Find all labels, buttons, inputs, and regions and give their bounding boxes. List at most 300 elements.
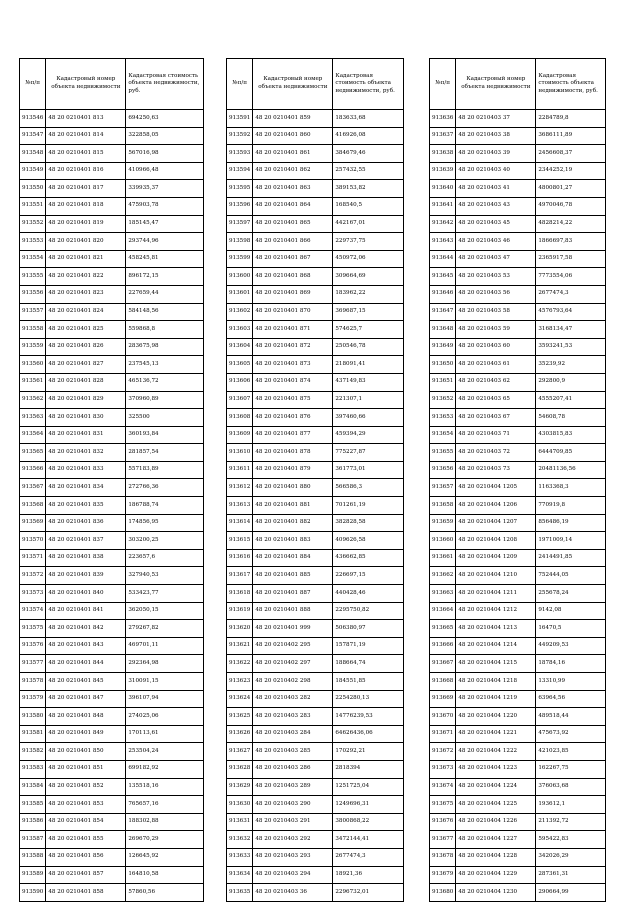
cadastral-value: 506380,97 (333, 620, 404, 638)
table-row (430, 514, 606, 532)
cadastral-number: 48 20 0210401 826 (46, 338, 126, 356)
table-row (227, 760, 404, 778)
cadastral-number: 48 20 0210404 1222 (456, 743, 536, 761)
cadastral-value: 274025,06 (126, 708, 204, 726)
cadastral-value: 126645,92 (126, 848, 204, 866)
cadastral-number: 48 20 0210401 857 (46, 866, 126, 884)
cadastral-number: 48 20 0210401 871 (253, 321, 333, 339)
cadastral-number: 48 20 0210401 828 (46, 373, 126, 391)
row-number: 913596 (227, 197, 253, 215)
cadastral-number: 48 20 0210404 1211 (456, 585, 536, 603)
row-number: 913548 (20, 145, 46, 163)
table-row (20, 620, 204, 638)
table-row (430, 303, 606, 321)
table-row (20, 567, 204, 585)
row-number: 913677 (430, 831, 456, 849)
table-row (227, 514, 404, 532)
table-row (20, 497, 204, 515)
cadastral-number: 48 20 0210404 1219 (456, 690, 536, 708)
row-number: 913594 (227, 162, 253, 180)
cadastral-number: 48 20 0210402 295 (253, 637, 333, 655)
cadastral-number: 48 20 0210402 297 (253, 655, 333, 673)
cadastral-value: 16470,5 (536, 620, 606, 638)
row-number: 913619 (227, 602, 253, 620)
cadastral-value: 465136,72 (126, 373, 204, 391)
cadastral-number: 48 20 0210401 822 (46, 268, 126, 286)
cadastral-value: 226697,15 (333, 567, 404, 585)
cadastral-number: 48 20 0210403 294 (253, 866, 333, 884)
cadastral-value: 2456608,37 (536, 145, 606, 163)
cadastral-table-3 (429, 58, 606, 902)
cadastral-value: 475673,92 (536, 725, 606, 743)
row-number: 913634 (227, 866, 253, 884)
cadastral-value: 218091,41 (333, 356, 404, 374)
cadastral-value: 409626,58 (333, 532, 404, 550)
row-number: 913631 (227, 813, 253, 831)
cadastral-number: 48 20 0210401 878 (253, 444, 333, 462)
row-number: 913598 (227, 233, 253, 251)
table-row (227, 620, 404, 638)
cadastral-value: 1971009,14 (536, 532, 606, 550)
table-row (20, 356, 204, 374)
cadastral-number: 48 20 0210401 881 (253, 497, 333, 515)
cadastral-number: 48 20 0210401 841 (46, 602, 126, 620)
row-number: 913629 (227, 778, 253, 796)
table-row (430, 426, 606, 444)
cadastral-value: 135518,16 (126, 778, 204, 796)
table-row (430, 233, 606, 251)
cadastral-number: 48 20 0210401 820 (46, 233, 126, 251)
row-number: 913661 (430, 549, 456, 567)
cadastral-value: 458245,81 (126, 250, 204, 268)
row-number: 913589 (20, 866, 46, 884)
cadastral-number: 48 20 0210401 839 (46, 567, 126, 585)
header-num: №п/п (430, 59, 456, 110)
cadastral-value: 186788,74 (126, 497, 204, 515)
header-cadastral-value: Кадастровая стоимость объекта недвижимости, руб. (126, 59, 204, 110)
row-number: 913566 (20, 461, 46, 479)
cadastral-number: 48 20 0210403 43 (456, 197, 536, 215)
row-number: 913602 (227, 303, 253, 321)
cadastral-value: 396107,94 (126, 690, 204, 708)
cadastral-number: 48 20 0210401 847 (46, 690, 126, 708)
header-cadastral-value: Кадастровая стоимость объекта недвижимости, руб. (333, 59, 404, 110)
row-number: 913587 (20, 831, 46, 849)
cadastral-number: 48 20 0210401 835 (46, 497, 126, 515)
row-number: 913603 (227, 321, 253, 339)
cadastral-value: 310091,15 (126, 673, 204, 691)
row-number: 913669 (430, 690, 456, 708)
cadastral-number: 48 20 0210401 831 (46, 426, 126, 444)
cadastral-number: 48 20 0210403 292 (253, 831, 333, 849)
row-number: 913597 (227, 215, 253, 233)
table-row (227, 409, 404, 427)
cadastral-number: 48 20 0210401 838 (46, 549, 126, 567)
cadastral-value: 185145,47 (126, 215, 204, 233)
cadastral-value: 253504,24 (126, 743, 204, 761)
table-row (430, 215, 606, 233)
table-row (227, 831, 404, 849)
table-row (430, 567, 606, 585)
cadastral-number: 48 20 0210401 853 (46, 796, 126, 814)
cadastral-number: 48 20 0210401 861 (253, 145, 333, 163)
row-number: 913577 (20, 655, 46, 673)
row-number: 913552 (20, 215, 46, 233)
cadastral-value: 459394,29 (333, 426, 404, 444)
cadastral-number: 48 20 0210401 879 (253, 461, 333, 479)
row-number: 913616 (227, 549, 253, 567)
cadastral-number: 48 20 0210404 1223 (456, 760, 536, 778)
row-number: 913608 (227, 409, 253, 427)
cadastral-value: 382828,58 (333, 514, 404, 532)
table-row (20, 479, 204, 497)
cadastral-value: 292364,98 (126, 655, 204, 673)
table-row (20, 110, 204, 128)
row-number: 913569 (20, 514, 46, 532)
table-row (20, 848, 204, 866)
row-number: 913678 (430, 848, 456, 866)
header-num: №п/п (227, 59, 253, 110)
cadastral-number: 48 20 0210401 855 (46, 831, 126, 849)
table-row (20, 285, 204, 303)
cadastral-value: 701261,19 (333, 497, 404, 515)
table-row (430, 461, 606, 479)
row-number: 913601 (227, 285, 253, 303)
row-number: 913663 (430, 585, 456, 603)
table-row (227, 602, 404, 620)
table-row (430, 831, 606, 849)
cadastral-value: 397460,66 (333, 409, 404, 427)
cadastral-number: 48 20 0210401 845 (46, 673, 126, 691)
cadastral-value: 63964,56 (536, 690, 606, 708)
table-row (20, 866, 204, 884)
row-number: 913595 (227, 180, 253, 198)
row-number: 913599 (227, 250, 253, 268)
table-row (227, 778, 404, 796)
table-row (227, 197, 404, 215)
cadastral-value: 2365917,58 (536, 250, 606, 268)
row-number: 913623 (227, 673, 253, 691)
cadastral-value: 221307,1 (333, 391, 404, 409)
cadastral-number: 48 20 0210401 850 (46, 743, 126, 761)
cadastral-value: 416926,08 (333, 127, 404, 145)
row-number: 913578 (20, 673, 46, 691)
row-number: 913607 (227, 391, 253, 409)
table-row (20, 426, 204, 444)
table-row (20, 708, 204, 726)
cadastral-value: 2296732,01 (333, 884, 404, 902)
table-row (227, 848, 404, 866)
table-row (20, 233, 204, 251)
row-number: 913653 (430, 409, 456, 427)
cadastral-value: 437149,83 (333, 373, 404, 391)
table-row (20, 760, 204, 778)
row-number: 913655 (430, 444, 456, 462)
cadastral-number: 48 20 0210401 827 (46, 356, 126, 374)
table-row (20, 180, 204, 198)
cadastral-value: 170113,61 (126, 725, 204, 743)
table-row (227, 444, 404, 462)
cadastral-value: 595422,83 (536, 831, 606, 849)
table-row (20, 303, 204, 321)
table-row (227, 796, 404, 814)
cadastral-number: 48 20 0210401 834 (46, 479, 126, 497)
cadastral-value: 309664,69 (333, 268, 404, 286)
table-row (430, 532, 606, 550)
cadastral-value: 1249696,31 (333, 796, 404, 814)
cadastral-value: 223657,6 (126, 549, 204, 567)
table-row (227, 532, 404, 550)
cadastral-value: 20481136,56 (536, 461, 606, 479)
cadastral-value: 322858,05 (126, 127, 204, 145)
cadastral-number: 48 20 0210401 876 (253, 409, 333, 427)
cadastral-number: 48 20 0210403 61 (456, 356, 536, 374)
cadastral-value: 566586,3 (333, 479, 404, 497)
row-number: 913664 (430, 602, 456, 620)
cadastral-number: 48 20 0210402 298 (253, 673, 333, 691)
table-row (20, 444, 204, 462)
cadastral-value: 440428,46 (333, 585, 404, 603)
row-number: 913668 (430, 673, 456, 691)
row-number: 913643 (430, 233, 456, 251)
row-number: 913621 (227, 637, 253, 655)
cadastral-value: 2414491,85 (536, 549, 606, 567)
cadastral-value: 360193,84 (126, 426, 204, 444)
table-row (227, 285, 404, 303)
row-number: 913570 (20, 532, 46, 550)
table-row (20, 338, 204, 356)
cadastral-number: 48 20 0210404 1206 (456, 497, 536, 515)
cadastral-value: 362050,15 (126, 602, 204, 620)
cadastral-number: 48 20 0210401 815 (46, 145, 126, 163)
table-row (227, 461, 404, 479)
row-number: 913567 (20, 479, 46, 497)
row-number: 913679 (430, 866, 456, 884)
cadastral-value: 775227,87 (333, 444, 404, 462)
row-number: 913630 (227, 796, 253, 814)
cadastral-number: 48 20 0210401 840 (46, 585, 126, 603)
table-row (430, 285, 606, 303)
cadastral-value: 4828214,22 (536, 215, 606, 233)
table-row (20, 461, 204, 479)
header-cadastral-number: Кадастровый номер объекта недвижимости (456, 59, 536, 110)
table-row (20, 813, 204, 831)
cadastral-number: 48 20 0210401 825 (46, 321, 126, 339)
cadastral-value: 3593241,53 (536, 338, 606, 356)
table-row (227, 162, 404, 180)
row-number: 913618 (227, 585, 253, 603)
cadastral-number: 48 20 0210401 860 (253, 127, 333, 145)
row-number: 913565 (20, 444, 46, 462)
cadastral-number: 48 20 0210403 286 (253, 760, 333, 778)
table-row (20, 690, 204, 708)
cadastral-value: 4555207,41 (536, 391, 606, 409)
cadastral-value: 567016,98 (126, 145, 204, 163)
row-number: 913635 (227, 884, 253, 902)
cadastral-number: 48 20 0210403 39 (456, 145, 536, 163)
cadastral-number: 48 20 0210401 830 (46, 409, 126, 427)
row-number: 913628 (227, 760, 253, 778)
row-number: 913600 (227, 268, 253, 286)
row-number: 913575 (20, 620, 46, 638)
table-row (227, 637, 404, 655)
table-row (430, 549, 606, 567)
cadastral-value: 2284789,8 (536, 110, 606, 128)
cadastral-value: 450972,06 (333, 250, 404, 268)
table-row (20, 778, 204, 796)
row-number: 913549 (20, 162, 46, 180)
header-cadastral-number: Кадастровый номер объекта недвижимости (253, 59, 333, 110)
cadastral-value: 574625,7 (333, 321, 404, 339)
table-row (20, 884, 204, 902)
cadastral-number: 48 20 0210403 40 (456, 162, 536, 180)
row-number: 913558 (20, 321, 46, 339)
cadastral-value: 2818394 (333, 760, 404, 778)
table-row (430, 760, 606, 778)
row-number: 913564 (20, 426, 46, 444)
cadastral-number: 48 20 0210401 823 (46, 285, 126, 303)
cadastral-value: 342026,29 (536, 848, 606, 866)
header-cadastral-number: Кадастровый номер объекта недвижимости (46, 59, 126, 110)
row-number: 913641 (430, 197, 456, 215)
cadastral-number: 48 20 0210401 866 (253, 233, 333, 251)
row-number: 913571 (20, 549, 46, 567)
cadastral-number: 48 20 0210401 875 (253, 391, 333, 409)
row-number: 913574 (20, 602, 46, 620)
table-row (20, 549, 204, 567)
cadastral-number: 48 20 0210403 59 (456, 321, 536, 339)
row-number: 913614 (227, 514, 253, 532)
cadastral-number: 48 20 0210401 887 (253, 585, 333, 603)
cadastral-number: 48 20 0210401 859 (253, 110, 333, 128)
cadastral-value: 7773554,06 (536, 268, 606, 286)
table-row (430, 391, 606, 409)
cadastral-value: 489518,44 (536, 708, 606, 726)
cadastral-number: 48 20 0210401 832 (46, 444, 126, 462)
table-row (227, 127, 404, 145)
cadastral-value: 237545,13 (126, 356, 204, 374)
header-cadastral-value: Кадастровая стоимость объекта недвижимости, руб. (536, 59, 606, 110)
cadastral-number: 48 20 0210401 842 (46, 620, 126, 638)
row-number: 913674 (430, 778, 456, 796)
cadastral-number: 48 20 0210401 869 (253, 285, 333, 303)
table-row (227, 373, 404, 391)
table-row (227, 585, 404, 603)
cadastral-table-2 (226, 58, 404, 902)
table-row (227, 567, 404, 585)
cadastral-number: 48 20 0210404 1221 (456, 725, 536, 743)
cadastral-value: 327940,53 (126, 567, 204, 585)
cadastral-value: 376063,68 (536, 778, 606, 796)
table-row (430, 479, 606, 497)
table-row (20, 602, 204, 620)
row-number: 913609 (227, 426, 253, 444)
row-number: 913625 (227, 708, 253, 726)
table-row (227, 813, 404, 831)
cadastral-number: 48 20 0210404 1228 (456, 848, 536, 866)
row-number: 913562 (20, 391, 46, 409)
table-row (20, 373, 204, 391)
cadastral-value: 170292,21 (333, 743, 404, 761)
table-row (20, 637, 204, 655)
cadastral-number: 48 20 0210403 71 (456, 426, 536, 444)
cadastral-number: 48 20 0210404 1215 (456, 655, 536, 673)
cadastral-value: 18784,16 (536, 655, 606, 673)
table-row (430, 655, 606, 673)
row-number: 913582 (20, 743, 46, 761)
table-row (20, 796, 204, 814)
cadastral-value: 54608,78 (536, 409, 606, 427)
row-number: 913592 (227, 127, 253, 145)
cadastral-number: 48 20 0210403 38 (456, 127, 536, 145)
row-number: 913617 (227, 567, 253, 585)
table-row (20, 585, 204, 603)
cadastral-value: 193612,1 (536, 796, 606, 814)
cadastral-value: 188302,88 (126, 813, 204, 831)
row-number: 913615 (227, 532, 253, 550)
row-number: 913656 (430, 461, 456, 479)
cadastral-number: 48 20 0210403 72 (456, 444, 536, 462)
cadastral-value: 765657,16 (126, 796, 204, 814)
cadastral-number: 48 20 0210401 844 (46, 655, 126, 673)
row-number: 913612 (227, 479, 253, 497)
cadastral-value: 303200,25 (126, 532, 204, 550)
cadastral-number: 48 20 0210401 865 (253, 215, 333, 233)
table-row (430, 321, 606, 339)
cadastral-value: 584148,56 (126, 303, 204, 321)
table-row (430, 180, 606, 198)
row-number: 913632 (227, 831, 253, 849)
cadastral-value: 325500 (126, 409, 204, 427)
cadastral-number: 48 20 0210404 1227 (456, 831, 536, 849)
row-number: 913568 (20, 497, 46, 515)
row-number: 913610 (227, 444, 253, 462)
cadastral-number: 48 20 0210403 46 (456, 233, 536, 251)
cadastral-number: 48 20 0210403 283 (253, 708, 333, 726)
table-row (20, 673, 204, 691)
cadastral-value: 4576793,64 (536, 303, 606, 321)
cadastral-number: 48 20 0210401 818 (46, 197, 126, 215)
row-number: 913581 (20, 725, 46, 743)
table-row (20, 215, 204, 233)
cadastral-number: 48 20 0210401 813 (46, 110, 126, 128)
row-number: 913671 (430, 725, 456, 743)
row-number: 913585 (20, 796, 46, 814)
cadastral-number: 48 20 0210401 852 (46, 778, 126, 796)
table-row (20, 532, 204, 550)
cadastral-value: 339935,37 (126, 180, 204, 198)
table-row (227, 215, 404, 233)
row-number: 913650 (430, 356, 456, 374)
cadastral-number: 48 20 0210404 1213 (456, 620, 536, 638)
cadastral-value: 475903,78 (126, 197, 204, 215)
table-row (20, 321, 204, 339)
row-number: 913646 (430, 285, 456, 303)
table-row (227, 725, 404, 743)
cadastral-number: 48 20 0210403 73 (456, 461, 536, 479)
table-row (227, 356, 404, 374)
cadastral-number: 48 20 0210403 47 (456, 250, 536, 268)
cadastral-number: 48 20 0210404 1207 (456, 514, 536, 532)
cadastral-number: 48 20 0210403 60 (456, 338, 536, 356)
row-number: 913560 (20, 356, 46, 374)
cadastral-value: 1866697,83 (536, 233, 606, 251)
row-number: 913649 (430, 338, 456, 356)
table-row (430, 127, 606, 145)
cadastral-value: 2295750,82 (333, 602, 404, 620)
row-number: 913665 (430, 620, 456, 638)
row-number: 913583 (20, 760, 46, 778)
